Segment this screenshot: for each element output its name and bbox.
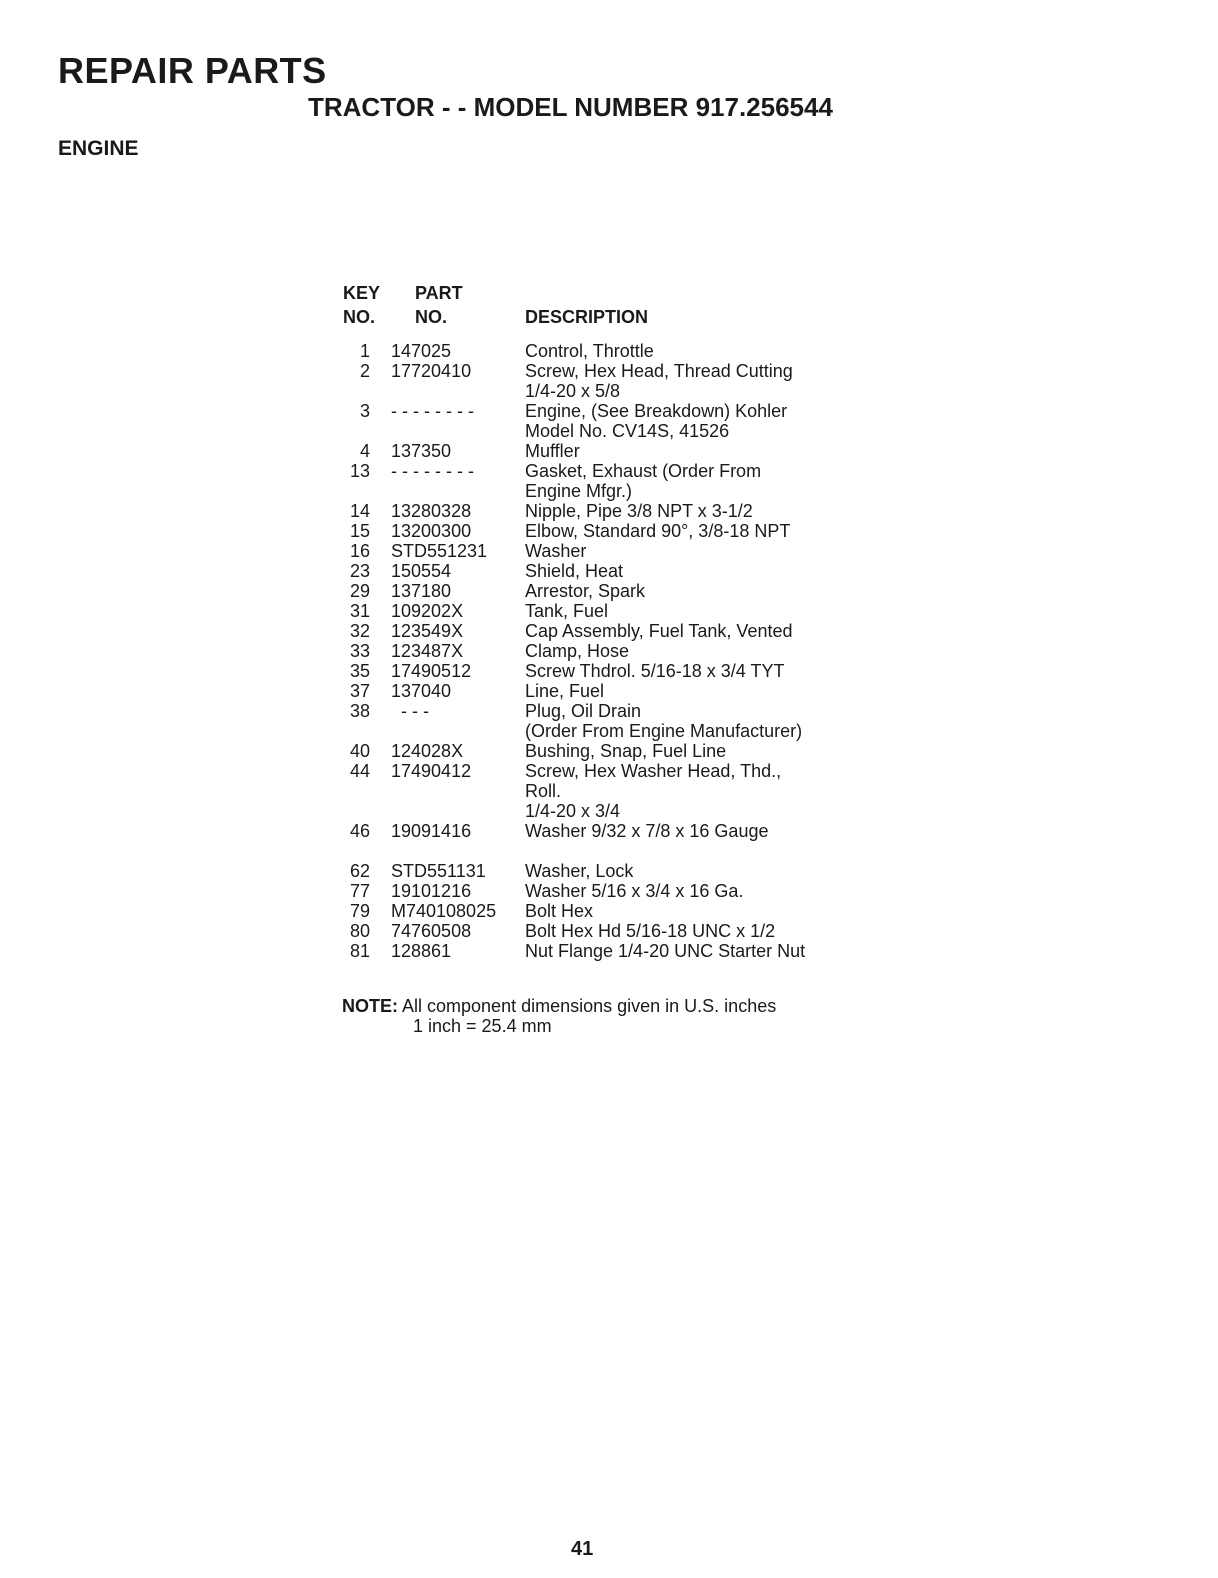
table-row [340, 641, 805, 661]
table-row [340, 901, 805, 921]
part-description [525, 361, 805, 401]
part-number: 128861 [391, 941, 452, 961]
description-line: Clamp, Hose [525, 641, 630, 661]
page-number: 41 [571, 1538, 594, 1560]
table-row [340, 881, 805, 901]
table-row [340, 621, 805, 641]
part-number: 137350 [391, 441, 452, 461]
description-line: Bolt Hex Hd 5/16-18 UNC x 1/2 [525, 921, 776, 941]
part-number: 17490512 [391, 661, 472, 681]
key-number: 13 [349, 461, 370, 481]
table-row [340, 561, 805, 581]
description-line: Cap Assembly, Fuel Tank, Vented [525, 621, 793, 641]
key-number: 3 [359, 401, 370, 421]
part-description [525, 441, 805, 461]
part-description [525, 941, 805, 961]
key-number: 35 [349, 661, 370, 681]
part-number: 150554 [391, 561, 452, 581]
key-number: 40 [349, 741, 370, 761]
part-number: 137180 [391, 581, 452, 601]
description-line: Roll. [525, 781, 562, 801]
part-description [525, 821, 805, 841]
note-line1: All component dimensions given in U.S. inches [402, 996, 777, 1016]
table-row [340, 401, 805, 441]
part-number: 74760508 [391, 921, 472, 941]
description-line: Washer, Lock [525, 861, 634, 881]
key-number: 29 [349, 581, 370, 601]
description-line: 1/4-20 x 3/4 [525, 801, 621, 821]
section-heading: ENGINE [58, 137, 139, 160]
part-description [525, 581, 805, 601]
part-description [525, 461, 805, 501]
part-description [525, 541, 805, 561]
description-line: Gasket, Exhaust (Order From [525, 461, 762, 481]
key-number: 2 [359, 361, 370, 381]
part-number: M740108025 [391, 901, 497, 921]
description-line: Washer 9/32 x 7/8 x 16 Gauge [525, 821, 769, 841]
key-number: 77 [349, 881, 370, 901]
part-description [525, 401, 805, 441]
description-line: 1/4-20 x 5/8 [525, 381, 621, 401]
key-number: 1 [359, 341, 370, 361]
description-line: Engine, (See Breakdown) Kohler [525, 401, 788, 421]
table-row [340, 861, 805, 881]
key-number: 15 [349, 521, 370, 541]
description-line: Bushing, Snap, Fuel Line [525, 741, 727, 761]
key-header-line2: NO. [343, 307, 376, 327]
part-description [525, 601, 805, 621]
table-row [340, 741, 805, 761]
description-line: Washer [525, 541, 587, 561]
description-line: Bolt Hex [525, 901, 594, 921]
description-line: Tank, Fuel [525, 601, 609, 621]
model-heading: TRACTOR - - MODEL NUMBER 917.256544 [308, 92, 833, 122]
part-description [525, 901, 805, 921]
part-description [525, 881, 805, 901]
table-row [340, 661, 805, 681]
description-line: Model No. CV14S, 41526 [525, 421, 730, 441]
part-number: 19101216 [391, 881, 472, 901]
part-description [525, 741, 805, 761]
part-number: 19091416 [391, 821, 472, 841]
table-row [340, 341, 805, 361]
part-number: - - - - - - - - [391, 401, 474, 421]
part-number: 17720410 [391, 361, 472, 381]
part-description [525, 861, 805, 881]
table-row [340, 761, 805, 821]
description-line: Control, Throttle [525, 341, 654, 361]
part-number: 147025 [391, 341, 452, 361]
table-row [340, 501, 805, 521]
key-number: 62 [349, 861, 370, 881]
description-line: Line, Fuel [525, 681, 605, 701]
description-line: Screw, Hex Washer Head, Thd., [525, 761, 782, 781]
note-line2: 1 inch = 25.4 mm [413, 1016, 552, 1036]
description-line: Arrestor, Spark [525, 581, 646, 601]
part-number: STD551231 [391, 541, 488, 561]
description-line: Elbow, Standard 90°, 3/8-18 NPT [525, 521, 791, 541]
table-row [340, 921, 805, 941]
note-label: NOTE: [342, 996, 398, 1016]
part-number: 109202X [391, 601, 464, 621]
key-number: 37 [349, 681, 370, 701]
key-number: 31 [349, 601, 370, 621]
key-number: 16 [349, 541, 370, 561]
part-description [525, 341, 805, 361]
table-row [340, 521, 805, 541]
description-line: Screw, Hex Head, Thread Cutting [525, 361, 793, 381]
part-description [525, 701, 805, 741]
part-number: 124028X [391, 741, 464, 761]
table-row [340, 821, 805, 841]
part-number: 13280328 [391, 501, 472, 521]
part-number: 123549X [391, 621, 464, 641]
key-number: 80 [349, 921, 370, 941]
parts-table [340, 283, 805, 961]
key-number: 32 [349, 621, 370, 641]
part-number: 17490412 [391, 761, 472, 781]
part-number: STD551131 [391, 861, 486, 881]
description-line: Engine Mfgr.) [525, 481, 633, 501]
table-row [340, 601, 805, 621]
description-line: Nipple, Pipe 3/8 NPT x 3-1/2 [525, 501, 753, 521]
part-number: - - - [391, 701, 429, 721]
part-description [525, 661, 805, 681]
description-line: Muffler [525, 441, 580, 461]
note [342, 996, 776, 1036]
part-description [525, 681, 805, 701]
table-row [340, 361, 805, 401]
part-description [525, 501, 805, 521]
table-header [340, 283, 805, 341]
key-number: 44 [349, 761, 370, 781]
part-number: 123487X [391, 641, 464, 661]
description-header: DESCRIPTION [525, 307, 649, 327]
part-description [525, 761, 805, 821]
description-line: Washer 5/16 x 3/4 x 16 Ga. [525, 881, 744, 901]
description-line: Screw Thdrol. 5/16-18 x 3/4 TYT [525, 661, 785, 681]
table-row [340, 701, 805, 741]
part-description [525, 621, 805, 641]
key-number: 23 [349, 561, 370, 581]
table-row [340, 541, 805, 561]
description-line: Plug, Oil Drain [525, 701, 642, 721]
table-row [340, 581, 805, 601]
key-number: 38 [349, 701, 370, 721]
part-header-line2: NO. [415, 307, 448, 327]
description-line: (Order From Engine Manufacturer) [525, 721, 803, 741]
description-line: Nut Flange 1/4-20 UNC Starter Nut [525, 941, 806, 961]
description-line: Shield, Heat [525, 561, 624, 581]
part-number: 13200300 [391, 521, 472, 541]
key-number: 4 [359, 441, 370, 461]
key-number: 79 [349, 901, 370, 921]
table-row [340, 461, 805, 501]
part-description [525, 641, 805, 661]
table-row [340, 441, 805, 461]
part-description [525, 921, 805, 941]
part-number: 137040 [391, 681, 452, 701]
table-body [340, 341, 805, 961]
key-number: 46 [349, 821, 370, 841]
key-number: 33 [349, 641, 370, 661]
part-description [525, 521, 805, 541]
table-row [340, 681, 805, 701]
table-row [340, 941, 805, 961]
part-number: - - - - - - - - [391, 461, 474, 481]
part-description [525, 561, 805, 581]
key-number: 81 [349, 941, 370, 961]
part-header-line1: PART [415, 283, 463, 303]
key-header-line1: KEY [343, 283, 381, 303]
key-number: 14 [349, 501, 370, 521]
page-title: REPAIR PARTS [58, 50, 327, 91]
